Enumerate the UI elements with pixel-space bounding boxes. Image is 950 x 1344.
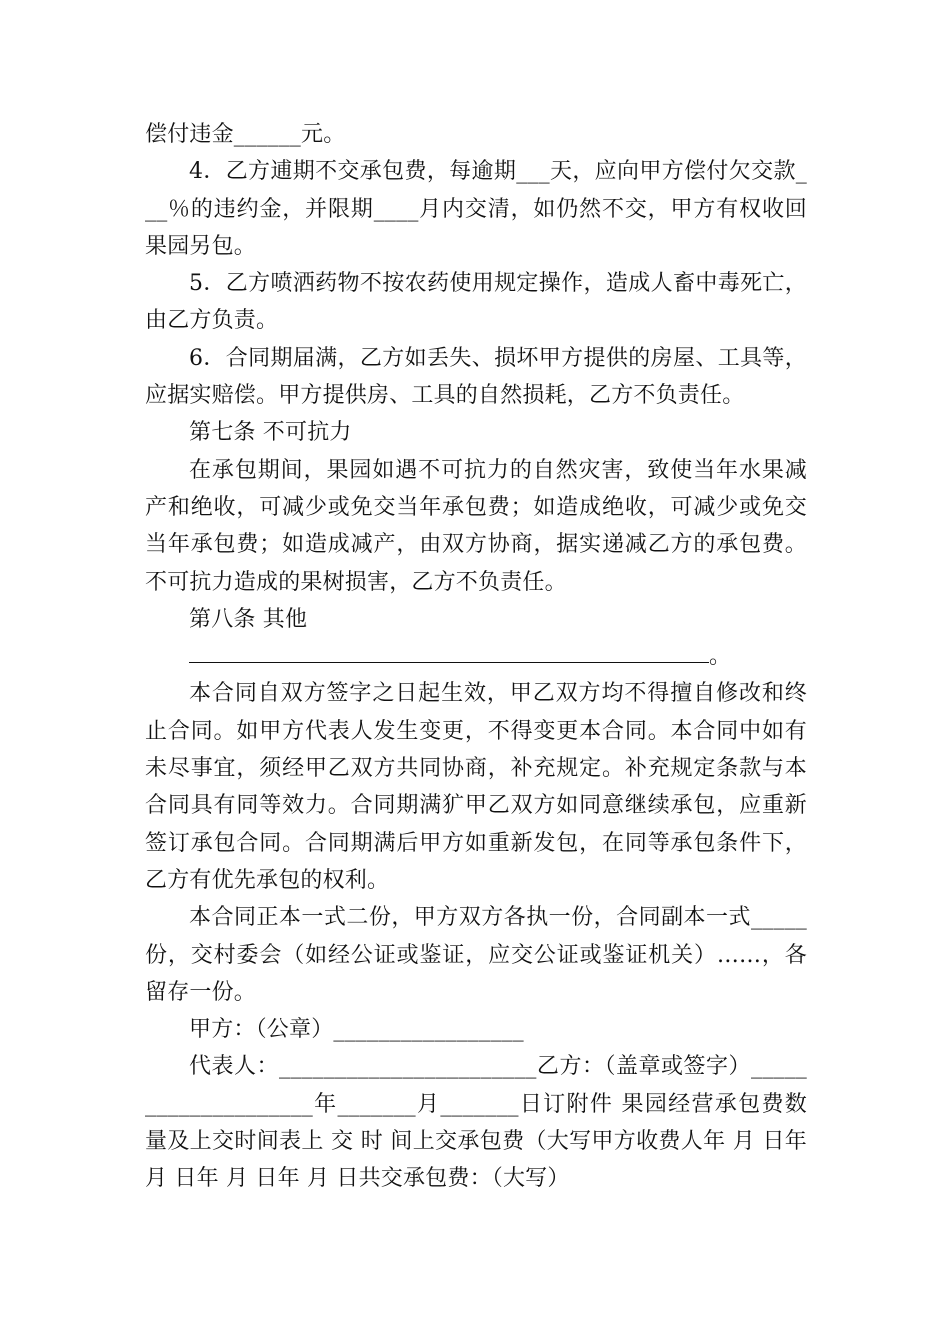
paragraph-force-majeure: 在承包期间，果园如遇不可抗力的自然灾害，致使当年水果减产和绝收，可减少或免交当年承包费；如造成绝收，可减少或免交当年承包费；如造成减产，由双方协商，据实递减乙方的承包费。不可抗力造成的果树损害，乙方不负责任。	[145, 457, 807, 595]
paragraph-other-blank	[145, 638, 807, 675]
fill-in-blank-line	[189, 638, 709, 663]
heading-article-7: 第七条 不可抗力	[189, 420, 352, 446]
paragraph-clause-4: 4．乙方逋期不交承包费，每逾期___天，应向甲方偿付欠交款___％的违约金，并限期____月内交清，如仍然不交，甲方有权收回果园另包。	[145, 159, 807, 259]
contract-text	[145, 116, 807, 1198]
paragraph-clause-6: 6．合同期届满，乙方如丢失、损坏甲方提供的房屋、工具等，应据实赔偿。甲方提供房、工具的自然损耗，乙方不负责任。	[145, 345, 807, 409]
paragraph-effectiveness: 本合同自双方签字之日起生效，甲乙双方均不得擅自修改和终止合同。如甲方代表人发生变更，不得变更本合同。本合同中如有未尽事宜，须经甲乙双方共同协商，补充规定。补充规定条款与本合同具有同等效力。合同期满犷甲乙双方如同意继续承包，应重新签订承包合同。合同期满后甲方如重新发包，在同等承包条件下，乙方有优先承包的权利。	[145, 681, 807, 893]
paragraph-penalty-end: 偿付违金______元。	[145, 122, 346, 147]
heading-article-8: 第八条 其他	[189, 606, 308, 632]
paragraph-copies: 本合同正本一式二份，甲方双方各执一份，合同副本一式_____份，交村委会（如经公证或鉴证，应交公证或鉴证机关）……，各留存一份。	[145, 905, 807, 1005]
signature-and-attachment: 代表人：_______________________乙方：（盖章或签字）____________________年_______月_______日订附件 果园经营承包费数量及上交时间表上 交 时 间上交承包费（大写甲方收费人年 月 日年 月 日年 月 日年 月 日共交承包费：（大写）	[145, 1054, 807, 1192]
blank-line-period: 。	[709, 644, 732, 670]
party-a-seal-line: 甲方：（公章）_________________	[189, 1017, 524, 1043]
paragraph-clause-5: 5．乙方喷洒药物不按农药使用规定操作，造成人畜中毒死亡，由乙方负责。	[145, 271, 807, 334]
